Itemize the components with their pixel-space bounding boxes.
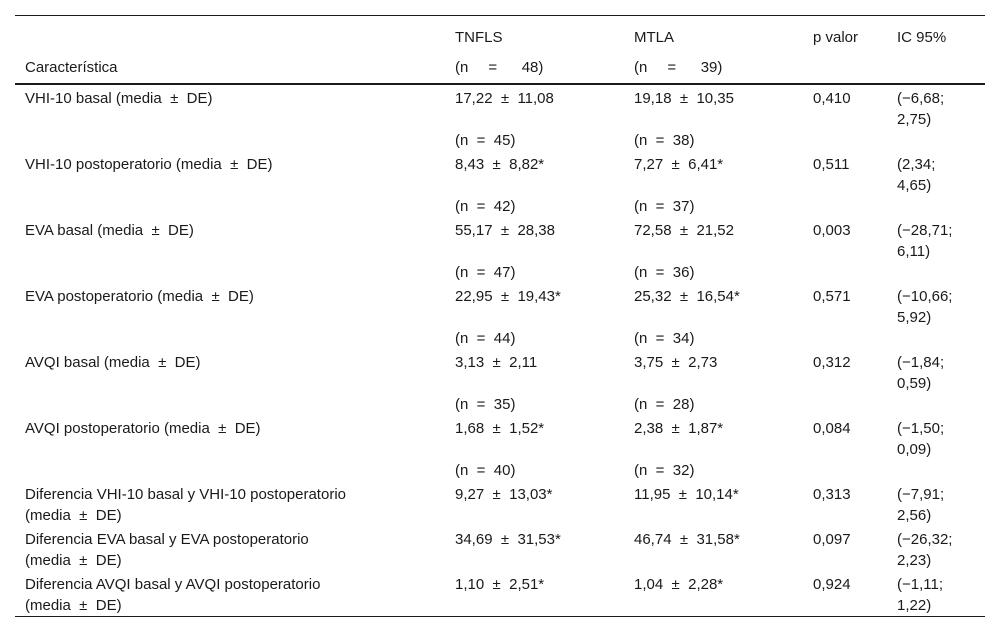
confidence-interval bbox=[887, 84, 985, 151]
header-characteristic: Característica bbox=[15, 52, 445, 84]
mean-sd-value: 17,22 ± 11,08 bbox=[455, 90, 554, 107]
group2-value bbox=[624, 217, 803, 283]
row-label bbox=[15, 349, 445, 415]
group1-value bbox=[445, 349, 624, 415]
table-row bbox=[15, 415, 985, 481]
row-label-line: VHI-10 postoperatorio (media ± DE) bbox=[25, 156, 273, 173]
row-label bbox=[15, 526, 445, 571]
sample-size: (n = 35) bbox=[455, 396, 516, 413]
row-label bbox=[15, 571, 445, 617]
mean-sd-value: 72,58 ± 21,52 bbox=[634, 222, 734, 239]
subheader-row bbox=[15, 52, 985, 84]
p-value: 0,410 bbox=[813, 90, 851, 107]
header-group2: MTLA bbox=[634, 29, 675, 46]
row-label-line: (media ± DE) bbox=[25, 507, 122, 524]
row-label-line: Diferencia VHI-10 basal y VHI-10 postoperatorio bbox=[25, 486, 346, 503]
group2-value bbox=[624, 84, 803, 151]
group2-value bbox=[624, 283, 803, 349]
mean-sd-value: 9,27 ± 13,03* bbox=[455, 486, 553, 503]
ci-line: (−1,50; bbox=[897, 420, 945, 437]
sample-size: (n = 45) bbox=[455, 132, 516, 149]
ci-line: 0,59) bbox=[897, 375, 932, 392]
group2-value bbox=[624, 349, 803, 415]
mean-sd-value: 3,75 ± 2,73 bbox=[634, 354, 718, 371]
confidence-interval bbox=[887, 571, 985, 617]
ci-line: (−10,66; bbox=[897, 288, 953, 305]
sample-size: (n = 36) bbox=[634, 264, 695, 281]
row-label-line: (media ± DE) bbox=[25, 552, 122, 569]
row-label bbox=[15, 217, 445, 283]
ci-line: 2,23) bbox=[897, 552, 932, 569]
mean-sd-value: 1,68 ± 1,52* bbox=[455, 420, 545, 437]
ci-line: 2,75) bbox=[897, 111, 932, 128]
p-value: 0,924 bbox=[813, 576, 851, 593]
ci-line: (−1,84; bbox=[897, 354, 945, 371]
table-row bbox=[15, 283, 985, 349]
p-value: 0,084 bbox=[813, 420, 851, 437]
group1-value bbox=[445, 415, 624, 481]
sample-size: (n = 34) bbox=[634, 330, 695, 347]
mean-sd-value: 11,95 ± 10,14* bbox=[634, 486, 739, 503]
table-row bbox=[15, 571, 985, 617]
group2-value bbox=[624, 415, 803, 481]
row-label-line: VHI-10 basal (media ± DE) bbox=[25, 90, 213, 107]
row-label bbox=[15, 415, 445, 481]
sample-size: (n = 47) bbox=[455, 264, 516, 281]
mean-sd-value: 7,27 ± 6,41* bbox=[634, 156, 724, 173]
p-value: 0,571 bbox=[813, 288, 851, 305]
ci-line: (2,34; bbox=[897, 156, 936, 173]
confidence-interval bbox=[887, 151, 985, 217]
mean-sd-value: 1,04 ± 2,28* bbox=[634, 576, 724, 593]
group1-value bbox=[445, 84, 624, 151]
header-p-value: p valor bbox=[813, 29, 859, 46]
group1-value bbox=[445, 481, 624, 526]
mean-sd-value: 3,13 ± 2,11 bbox=[455, 354, 538, 371]
subheader-empty-ci bbox=[887, 52, 985, 84]
sample-size: (n = 42) bbox=[455, 198, 516, 215]
group1-value bbox=[445, 151, 624, 217]
mean-sd-value: 8,43 ± 8,82* bbox=[455, 156, 545, 173]
confidence-interval bbox=[887, 526, 985, 571]
header-row bbox=[15, 16, 985, 53]
ci-line: (−1,11; bbox=[897, 576, 944, 593]
ci-line: 1,22) bbox=[897, 597, 932, 614]
mean-sd-value: 2,38 ± 1,87* bbox=[634, 420, 724, 437]
sample-size: (n = 28) bbox=[634, 396, 695, 413]
confidence-interval bbox=[887, 415, 985, 481]
sample-size: (n = 37) bbox=[634, 198, 695, 215]
header-group1: TNFLS bbox=[455, 29, 503, 46]
ci-line: 4,65) bbox=[897, 177, 932, 194]
ci-line: (−7,91; bbox=[897, 486, 945, 503]
ci-line: 2,56) bbox=[897, 507, 932, 524]
table-row bbox=[15, 84, 985, 151]
ci-line: (−26,32; bbox=[897, 531, 953, 548]
mean-sd-value: 22,95 ± 19,43* bbox=[455, 288, 561, 305]
table-row bbox=[15, 349, 985, 415]
group2-value bbox=[624, 571, 803, 617]
table-row bbox=[15, 217, 985, 283]
group1-value bbox=[445, 283, 624, 349]
table-row bbox=[15, 481, 985, 526]
confidence-interval bbox=[887, 349, 985, 415]
p-value: 0,097 bbox=[813, 531, 851, 548]
ci-line: (−6,68; bbox=[897, 90, 945, 107]
p-value: 0,511 bbox=[813, 156, 850, 173]
mean-sd-value: 19,18 ± 10,35 bbox=[634, 90, 734, 107]
group1-value bbox=[445, 217, 624, 283]
row-label bbox=[15, 481, 445, 526]
table-row bbox=[15, 151, 985, 217]
mean-sd-value: 25,32 ± 16,54* bbox=[634, 288, 740, 305]
sample-size: (n = 32) bbox=[634, 462, 695, 479]
confidence-interval bbox=[887, 217, 985, 283]
row-label-line: AVQI basal (media ± DE) bbox=[25, 354, 201, 371]
mean-sd-value: 1,10 ± 2,51* bbox=[455, 576, 545, 593]
ci-line: 0,09) bbox=[897, 441, 932, 458]
row-label-line: Diferencia EVA basal y EVA postoperatorio bbox=[25, 531, 309, 548]
p-value: 0,313 bbox=[813, 486, 851, 503]
confidence-interval bbox=[887, 283, 985, 349]
group2-value bbox=[624, 526, 803, 571]
table-row bbox=[15, 526, 985, 571]
row-label-line: (media ± DE) bbox=[25, 597, 122, 614]
sample-size: (n = 44) bbox=[455, 330, 516, 347]
mean-sd-value: 46,74 ± 31,58* bbox=[634, 531, 740, 548]
ci-line: 5,92) bbox=[897, 309, 932, 326]
row-label-line: EVA postoperatorio (media ± DE) bbox=[25, 288, 254, 305]
header-empty bbox=[15, 16, 445, 53]
header-ci: IC 95% bbox=[897, 29, 947, 46]
row-label-line: Diferencia AVQI basal y AVQI postoperatorio bbox=[25, 576, 321, 593]
row-label bbox=[15, 84, 445, 151]
mean-sd-value: 55,17 ± 28,38 bbox=[455, 222, 555, 239]
group1-value bbox=[445, 526, 624, 571]
mean-sd-value: 34,69 ± 31,53* bbox=[455, 531, 561, 548]
row-label-line: AVQI postoperatorio (media ± DE) bbox=[25, 420, 261, 437]
group2-value bbox=[624, 481, 803, 526]
group2-value bbox=[624, 151, 803, 217]
ci-line: 6,11) bbox=[897, 243, 931, 260]
row-label-line: EVA basal (media ± DE) bbox=[25, 222, 194, 239]
sample-size: (n = 40) bbox=[455, 462, 516, 479]
row-label bbox=[15, 151, 445, 217]
results-table bbox=[15, 15, 985, 617]
p-value: 0,003 bbox=[813, 222, 851, 239]
group1-value bbox=[445, 571, 624, 617]
confidence-interval bbox=[887, 481, 985, 526]
n-group2: (n = 39) bbox=[624, 52, 803, 84]
row-label bbox=[15, 283, 445, 349]
ci-line: (−28,71; bbox=[897, 222, 953, 239]
sample-size: (n = 38) bbox=[634, 132, 695, 149]
n-group1: (n = 48) bbox=[445, 52, 624, 84]
subheader-empty-p bbox=[803, 52, 887, 84]
table-body bbox=[15, 84, 985, 617]
results-table-container bbox=[15, 15, 985, 617]
p-value: 0,312 bbox=[813, 354, 851, 371]
